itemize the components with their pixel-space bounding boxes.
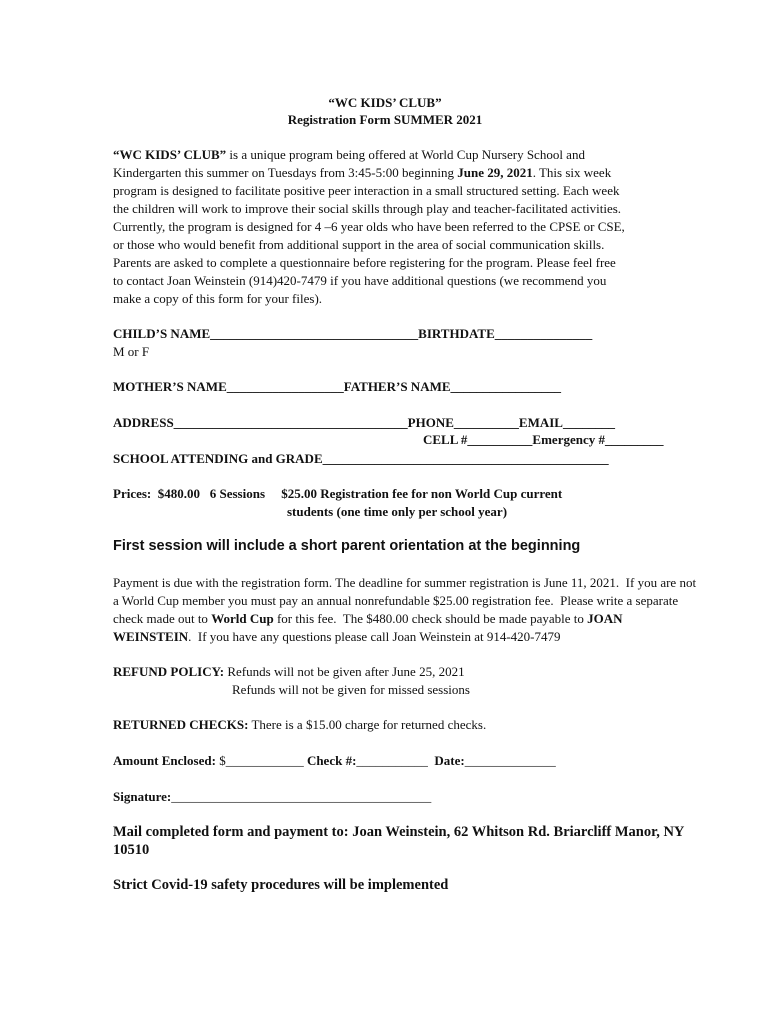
payment-line-4: WEINSTEIN. If you have any questions please call Joan Weinstein at 914-420-7479: [113, 629, 561, 644]
child-name-birthdate-field[interactable]: CHILD’S NAME________________________________BIRTHDATE_______________: [113, 326, 593, 341]
intro-line-1: “WC KIDS’ CLUB” is a unique program being offered at World Cup Nursery School and: [113, 147, 585, 162]
intro-line-3: program is designed to facilitate positive peer interaction in a small structured setting. Each week: [113, 183, 620, 198]
form-title: “WC KIDS’ CLUB”: [328, 95, 442, 110]
intro-line-5: Currently, the program is designed for 4 –6 year olds who have been referred to the CPSE or CSE,: [113, 219, 625, 234]
payment-line-3: check made out to World Cup for this fee. The $480.00 check should be made payable to JOAN: [113, 611, 623, 626]
payment-line-1: Payment is due with the registration form. The deadline for summer registration is June 11, 2021. If you are not: [113, 575, 697, 590]
intro-line-4: the children will work to improve their social skills through play and teacher-facilitated activities.: [113, 201, 622, 216]
intro-line-6: or those who would benefit from additional support in the area of social communication skills.: [113, 237, 605, 252]
parent-names-field[interactable]: MOTHER’S NAME__________________FATHER’S NAME_________________: [113, 379, 562, 394]
mail-instructions-line-2: 10510: [113, 842, 150, 858]
refund-policy-label: REFUND POLICY:: [113, 664, 225, 679]
returned-checks-label: RETURNED CHECKS:: [113, 717, 249, 732]
cell-emergency-field[interactable]: CELL #__________Emergency #_________: [423, 432, 664, 447]
refund-policy-line-2: Refunds will not be given for missed sessions: [232, 682, 470, 697]
mail-instructions-line-1: Mail completed form and payment to: Joan Weinstein, 62 Whitson Rd. Briarcliff Manor, NY: [113, 824, 685, 840]
intro-line-9: make a copy of this form for your files).: [113, 291, 323, 306]
program-name: “WC KIDS’ CLUB”: [113, 147, 227, 162]
orientation-note: First session will include a short parent orientation at the beginning: [113, 538, 581, 554]
signature-field[interactable]: Signature:________________________________________: [113, 789, 432, 804]
start-date: June 29, 2021: [457, 165, 533, 180]
school-grade-field[interactable]: SCHOOL ATTENDING and GRADE____________________________________________: [113, 451, 609, 466]
gender-field[interactable]: M or F: [113, 344, 150, 359]
intro-line-8: to contact Joan Weinstein (914)420-7479 if you have additional questions (we recommend you: [113, 273, 607, 288]
intro-line-7: Parents are asked to complete a questionnaire before registering for the program. Please feel free: [113, 255, 616, 270]
form-subtitle: Registration Form SUMMER 2021: [287, 112, 483, 127]
prices-line-2: students (one time only per school year): [287, 504, 508, 519]
payment-line-2: a World Cup member you must pay an annual nonrefundable $25.00 registration fee. Please write a separate: [113, 593, 679, 608]
address-phone-email-field[interactable]: ADDRESS____________________________________PHONE__________EMAIL________: [113, 415, 615, 430]
refund-policy-line-1: REFUND POLICY: Refunds will not be given after June 25, 2021: [113, 664, 465, 679]
covid-notice: Strict Covid-19 safety procedures will be implemented: [113, 877, 449, 893]
returned-checks-line: RETURNED CHECKS: There is a $15.00 charge for returned checks.: [113, 717, 487, 732]
amount-check-date-field[interactable]: Amount Enclosed: $____________ Check #:___________ Date:______________: [113, 753, 556, 768]
intro-line-2: Kindergarten this summer on Tuesdays from 3:45-5:00 beginning June 29, 2021. This six week: [113, 165, 612, 180]
prices-line-1: Prices: $480.00 6 Sessions $25.00 Registration fee for non World Cup current: [113, 486, 563, 501]
